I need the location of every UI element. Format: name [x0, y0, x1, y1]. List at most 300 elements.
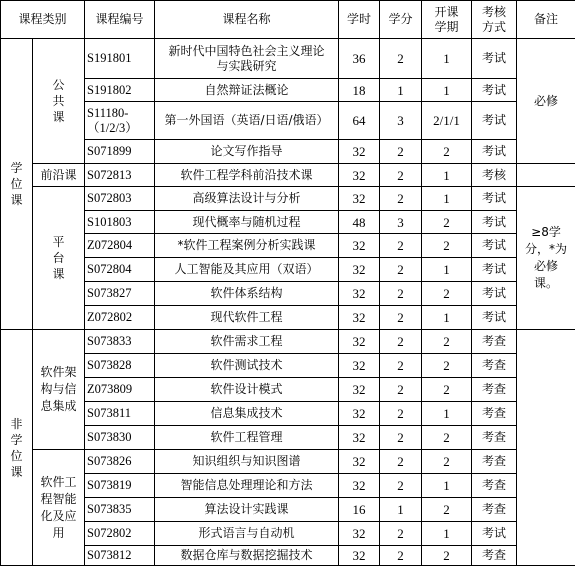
course-semester: 1	[443, 167, 450, 183]
course-code-cell	[85, 330, 155, 354]
course-hours: 32	[352, 382, 366, 397]
course-hours-cell	[339, 402, 380, 426]
course-name-cell	[155, 164, 339, 187]
course-name-line: 软件工程学科前沿技术课	[180, 167, 313, 182]
subcategory-cell	[33, 330, 85, 450]
course-exam-cell	[472, 282, 517, 306]
course-code-cell	[85, 306, 155, 330]
course-credits-cell	[380, 140, 422, 164]
course-credits: 2	[397, 548, 404, 563]
course-code-cell	[85, 450, 155, 474]
course-credits: 2	[397, 167, 404, 183]
course-semester: 1	[443, 51, 450, 66]
course-hours-cell	[339, 498, 380, 522]
header-row	[1, 1, 575, 39]
course-name-cell	[155, 306, 339, 330]
course-code-cell	[85, 258, 155, 282]
course-name-cell	[155, 522, 339, 546]
course-name-cell	[155, 102, 339, 140]
table-row	[1, 282, 575, 306]
course-credits-cell	[380, 450, 422, 474]
col-header-category: 课程类别	[1, 1, 85, 39]
course-exam-cell	[472, 402, 517, 426]
course-exam: 考查	[482, 382, 507, 396]
course-credits-cell	[380, 402, 422, 426]
table-row	[1, 498, 575, 522]
course-code-text: S071899	[87, 144, 132, 158]
course-name-cell	[155, 79, 339, 102]
course-hours-cell	[339, 450, 380, 474]
course-hours-cell	[339, 140, 380, 164]
course-exam-cell	[472, 211, 517, 234]
course-semester: 2	[443, 502, 450, 517]
course-code-cell	[85, 211, 155, 234]
course-credits-cell	[380, 378, 422, 402]
course-credits-cell	[380, 102, 422, 140]
table-row	[1, 546, 575, 566]
course-exam: 考查	[482, 478, 507, 492]
course-exam-cell	[472, 234, 517, 258]
course-semester-cell	[422, 426, 472, 450]
course-exam-cell	[472, 187, 517, 211]
course-code-cell	[85, 187, 155, 211]
course-hours: 16	[352, 502, 366, 517]
course-name-cell	[155, 426, 339, 450]
course-semester-cell	[422, 402, 472, 426]
course-semester-cell	[422, 330, 472, 354]
course-name-cell	[155, 39, 339, 79]
subcategory-label: 公共课	[52, 78, 65, 124]
course-semester: 2	[443, 430, 450, 445]
course-credits-cell	[380, 282, 422, 306]
course-code-text: S191801	[87, 51, 132, 65]
course-hours-cell	[339, 354, 380, 378]
course-code-cell	[85, 39, 155, 79]
table-row	[1, 522, 575, 546]
course-credits-cell	[380, 234, 422, 258]
course-hours-cell	[339, 234, 380, 258]
course-hours: 64	[352, 113, 366, 128]
course-semester: 2	[443, 214, 450, 230]
course-name-cell	[155, 187, 339, 211]
course-hours-cell	[339, 211, 380, 234]
course-code-text: S191802	[87, 82, 132, 97]
course-exam-cell	[472, 258, 517, 282]
course-code-text: S073827	[87, 286, 132, 300]
course-credits-cell	[380, 546, 422, 566]
table-row	[1, 39, 575, 79]
note-cell	[517, 187, 575, 330]
course-exam: 考查	[482, 358, 507, 372]
course-credits: 2	[397, 191, 404, 206]
subcategory-cell	[33, 187, 85, 330]
course-hours: 32	[352, 167, 366, 183]
table-row	[1, 402, 575, 426]
course-code-text: S073819	[87, 478, 132, 492]
course-hours: 32	[352, 526, 366, 541]
course-code-text: S073826	[87, 454, 132, 468]
course-code-text: S072802	[87, 526, 132, 540]
course-hours-cell	[339, 39, 380, 79]
course-semester: 2	[443, 144, 450, 159]
course-hours: 36	[352, 51, 366, 66]
course-semester: 2	[443, 286, 450, 301]
course-hours: 32	[352, 430, 366, 445]
course-name-cell	[155, 498, 339, 522]
course-code-text: S073835	[87, 502, 132, 516]
course-code-cell	[85, 102, 155, 140]
course-code-cell	[85, 474, 155, 498]
course-name-cell	[155, 402, 339, 426]
category-label: 非学位课	[10, 416, 23, 479]
course-hours: 32	[352, 478, 366, 493]
table-row	[1, 102, 575, 140]
course-exam-cell	[472, 450, 517, 474]
course-exam-cell	[472, 426, 517, 450]
table-row	[1, 211, 575, 234]
course-name-line: 第一外国语（英语/日语/俄语）	[164, 113, 329, 127]
course-hours: 32	[352, 144, 366, 159]
course-name-line: 软件设计模式	[210, 382, 283, 396]
course-name-line: 高级算法设计与分析	[192, 191, 301, 205]
course-code-text: S072804	[87, 262, 132, 276]
course-code-line: S11180-	[87, 105, 129, 120]
course-semester-cell	[422, 187, 472, 211]
course-name-line: 形式语言与自动机	[198, 526, 295, 540]
note-cell	[517, 164, 575, 187]
category-cell	[1, 330, 33, 566]
course-hours-cell	[339, 330, 380, 354]
course-semester-cell	[422, 498, 472, 522]
course-hours: 32	[352, 286, 366, 301]
course-hours: 32	[352, 454, 366, 469]
note-cell	[517, 39, 575, 164]
course-hours-cell	[339, 378, 380, 402]
course-code-cell	[85, 402, 155, 426]
course-name-line: *软件工程案例分析实践课	[177, 238, 316, 252]
course-semester: 1	[443, 82, 450, 98]
course-credits-cell	[380, 354, 422, 378]
course-name-line: 信息集成技术	[210, 406, 283, 420]
course-name-line: 软件测试技术	[210, 358, 283, 372]
col-header-code: 课程编号	[85, 1, 155, 39]
course-credits-cell	[380, 39, 422, 79]
course-code-text: S072803	[87, 191, 132, 205]
course-hours: 32	[352, 334, 366, 349]
course-exam-cell	[472, 306, 517, 330]
course-name-line: 自然辩证法概论	[204, 82, 289, 97]
course-hours-cell	[339, 282, 380, 306]
course-name-cell	[155, 450, 339, 474]
course-exam: 考试	[482, 51, 507, 65]
course-hours: 32	[352, 310, 366, 325]
course-exam: 考试	[482, 238, 507, 252]
course-semester: 2	[443, 548, 450, 563]
course-exam: 考试	[482, 113, 507, 127]
course-hours-cell	[339, 187, 380, 211]
course-exam: 考试	[482, 286, 507, 300]
course-credits: 2	[397, 144, 404, 159]
course-code-text: S072813	[87, 167, 132, 182]
category-label: 学位课	[10, 161, 23, 207]
table-row	[1, 450, 575, 474]
subcategory-cell	[33, 39, 85, 164]
note-cell	[517, 330, 575, 566]
course-name-line: 数据仓库与数据挖掘技术	[180, 548, 313, 562]
col-header-note: 备注	[517, 1, 575, 39]
table-row	[1, 474, 575, 498]
course-credits-cell	[380, 258, 422, 282]
course-semester: 1	[443, 191, 450, 206]
course-hours-cell	[339, 306, 380, 330]
course-semester: 1	[443, 310, 450, 325]
course-semester-cell	[422, 522, 472, 546]
course-semester-cell	[422, 211, 472, 234]
course-credits: 3	[397, 214, 404, 230]
course-exam: 考查	[482, 454, 507, 468]
course-name-line: 与实践研究	[216, 58, 277, 73]
course-code-text: Z073809	[87, 382, 133, 396]
course-credits-cell	[380, 426, 422, 450]
course-name-line: 人工智能及其应用（双语）	[174, 262, 319, 276]
course-code-cell	[85, 426, 155, 450]
course-code-line: （1/2/3）	[87, 120, 138, 135]
course-semester-cell	[422, 282, 472, 306]
course-name-cell	[155, 282, 339, 306]
table-row	[1, 354, 575, 378]
course-hours-cell	[339, 79, 380, 102]
course-credits: 2	[397, 358, 404, 373]
course-credits: 2	[397, 51, 404, 66]
course-hours-cell	[339, 426, 380, 450]
course-name-line: 现代概率与随机过程	[192, 214, 301, 229]
course-semester: 2	[443, 238, 450, 253]
subcategory-label: 前沿课	[40, 167, 77, 182]
course-hours: 48	[352, 214, 366, 230]
col-header-exam	[472, 1, 517, 39]
course-code-cell	[85, 140, 155, 164]
course-name-cell	[155, 474, 339, 498]
course-hours-cell	[339, 258, 380, 282]
course-code-cell	[85, 282, 155, 306]
course-semester: 2	[443, 382, 450, 397]
table-row	[1, 426, 575, 450]
col-header-semester	[422, 1, 472, 39]
course-name-line: 软件体系结构	[210, 286, 283, 300]
course-credits: 1	[397, 502, 404, 517]
course-exam-cell	[472, 79, 517, 102]
course-code-cell	[85, 498, 155, 522]
course-exam-cell	[472, 378, 517, 402]
course-exam: 考试	[482, 262, 507, 276]
course-semester: 2	[443, 454, 450, 469]
course-semester: 2	[443, 358, 450, 373]
course-credits-cell	[380, 164, 422, 187]
subcategory-label: 软件工程智能化及应用	[40, 474, 77, 540]
course-semester-cell	[422, 102, 472, 140]
course-code-text: S073828	[87, 358, 132, 372]
subcategory-label: 软件架构与信息集成	[40, 365, 77, 413]
col-header-credits: 学分	[380, 1, 422, 39]
course-exam-cell	[472, 498, 517, 522]
course-credits: 2	[397, 382, 404, 397]
course-semester-cell	[422, 450, 472, 474]
course-name-cell	[155, 546, 339, 566]
course-semester-cell	[422, 164, 472, 187]
course-credits: 2	[397, 238, 404, 253]
course-exam: 考试	[482, 191, 507, 205]
col-header-semester-line1: 开课	[434, 4, 459, 19]
course-exam: 考试	[482, 310, 507, 324]
col-header-name: 课程名称	[155, 1, 339, 39]
course-name-cell	[155, 258, 339, 282]
course-exam-cell	[472, 474, 517, 498]
course-credits-cell	[380, 306, 422, 330]
course-semester: 1	[443, 526, 450, 541]
course-semester: 1	[443, 406, 450, 421]
course-body	[1, 39, 575, 566]
table-row	[1, 330, 575, 354]
course-credits: 2	[397, 286, 404, 301]
course-name-cell	[155, 378, 339, 402]
course-semester-cell	[422, 79, 472, 102]
table-row	[1, 140, 575, 164]
subcategory-cell	[33, 450, 85, 566]
course-hours: 32	[352, 191, 366, 206]
course-exam: 考试	[482, 214, 507, 229]
course-hours-cell	[339, 546, 380, 566]
course-exam-cell	[472, 102, 517, 140]
course-name-line: 软件需求工程	[210, 334, 283, 348]
course-name-line: 现代软件工程	[210, 310, 283, 324]
course-exam-cell	[472, 39, 517, 79]
course-credits-cell	[380, 187, 422, 211]
course-hours: 32	[352, 406, 366, 421]
course-code-cell	[85, 546, 155, 566]
course-name-line: 知识组织与知识图谱	[192, 454, 301, 468]
course-exam: 考查	[482, 502, 507, 516]
course-name-line: 智能信息处理理论和方法	[180, 478, 313, 492]
course-semester-cell	[422, 378, 472, 402]
course-credits-cell	[380, 522, 422, 546]
course-name-cell	[155, 234, 339, 258]
course-exam: 考试	[482, 82, 507, 97]
course-code-cell	[85, 354, 155, 378]
course-exam-cell	[472, 330, 517, 354]
course-exam-cell	[472, 140, 517, 164]
course-code-text: S101803	[87, 214, 132, 229]
course-exam-cell	[472, 354, 517, 378]
course-credits-cell	[380, 498, 422, 522]
note-text: ≥8学分，*为必修课。	[525, 225, 568, 290]
course-exam: 考试	[482, 144, 507, 158]
subcategory-cell	[33, 164, 85, 187]
subcategory-label: 平台课	[52, 235, 65, 281]
table-row	[1, 164, 575, 187]
course-credits: 2	[397, 430, 404, 445]
course-credits-cell	[380, 474, 422, 498]
course-credits-cell	[380, 211, 422, 234]
course-hours-cell	[339, 164, 380, 187]
course-semester-cell	[422, 39, 472, 79]
course-semester-cell	[422, 258, 472, 282]
course-hours: 32	[352, 262, 366, 277]
course-name-line: 软件工程管理	[210, 430, 283, 444]
course-hours: 18	[352, 82, 366, 98]
course-name-line: 论文写作指导	[210, 144, 283, 158]
course-name-line: 算法设计实践课	[204, 502, 289, 516]
course-credits: 2	[397, 406, 404, 421]
course-semester: 1	[443, 262, 450, 277]
course-name-cell	[155, 330, 339, 354]
course-semester-cell	[422, 234, 472, 258]
course-exam-cell	[472, 164, 517, 187]
course-credits: 1	[397, 82, 404, 98]
course-code-text: Z072804	[87, 238, 133, 252]
course-credits: 2	[397, 262, 404, 277]
col-header-exam-line1: 考核	[482, 4, 507, 19]
course-hours: 32	[352, 238, 366, 253]
table-row	[1, 378, 575, 402]
course-credits: 2	[397, 310, 404, 325]
col-header-exam-line2: 方式	[482, 19, 507, 34]
course-code-text: Z072802	[87, 310, 133, 324]
course-exam: 考查	[482, 430, 507, 444]
course-code-text: S073812	[87, 548, 132, 562]
table-row	[1, 258, 575, 282]
course-code-cell	[85, 378, 155, 402]
course-semester-cell	[422, 474, 472, 498]
course-credits: 3	[397, 113, 404, 128]
course-exam-cell	[472, 522, 517, 546]
course-exam: 考核	[482, 167, 507, 182]
course-semester-cell	[422, 546, 472, 566]
category-cell	[1, 39, 33, 330]
course-code-cell	[85, 522, 155, 546]
table-row	[1, 306, 575, 330]
course-name-cell	[155, 354, 339, 378]
course-name-cell	[155, 140, 339, 164]
course-semester-cell	[422, 354, 472, 378]
course-credits: 2	[397, 454, 404, 469]
course-semester: 2	[443, 334, 450, 349]
course-hours-cell	[339, 522, 380, 546]
course-credits: 2	[397, 478, 404, 493]
course-code-cell	[85, 164, 155, 187]
table-row	[1, 234, 575, 258]
course-credits-cell	[380, 330, 422, 354]
note-text: 必修	[534, 93, 559, 108]
table-row	[1, 79, 575, 102]
course-name-line: 新时代中国特色社会主义理论	[168, 43, 325, 58]
course-hours-cell	[339, 102, 380, 140]
course-semester: 1	[443, 478, 450, 493]
course-semester-cell	[422, 306, 472, 330]
course-exam: 考试	[482, 526, 507, 540]
col-header-semester-line2: 学期	[434, 19, 459, 34]
course-code-text: S073830	[87, 430, 132, 444]
course-credits: 2	[397, 334, 404, 349]
course-exam: 考查	[482, 406, 507, 420]
course-credits-cell	[380, 79, 422, 102]
course-exam-cell	[472, 546, 517, 566]
course-exam: 考查	[482, 334, 507, 348]
course-code-text: S073811	[87, 406, 132, 420]
course-code-text: S073833	[87, 334, 132, 348]
course-code-cell	[85, 234, 155, 258]
course-hours: 32	[352, 548, 366, 563]
course-hours-cell	[339, 474, 380, 498]
